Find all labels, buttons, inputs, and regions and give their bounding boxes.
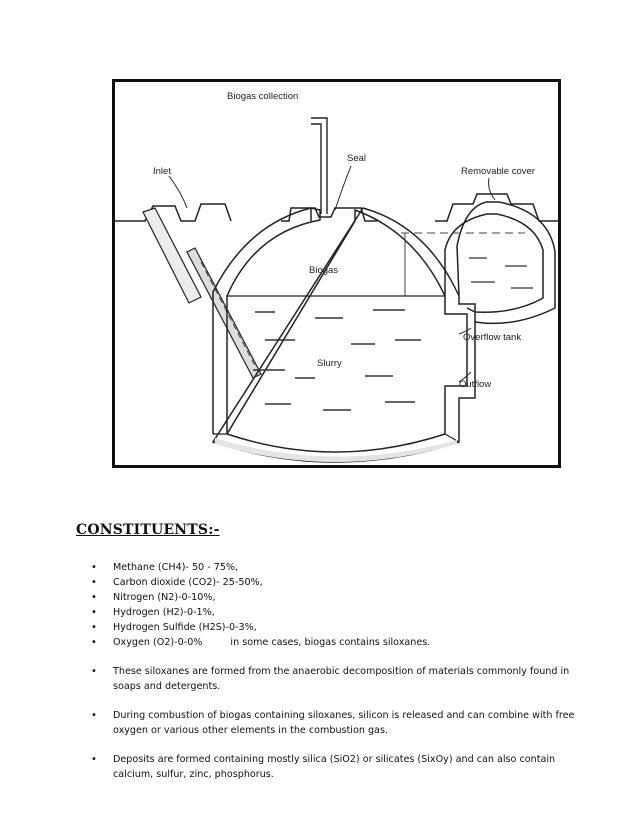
label-inlet: Inlet [153,166,171,177]
list-item-oxygen [76,635,576,650]
label-biogas-collection: Biogas collection [227,91,299,102]
paragraph-item: • Deposits are formed containing mostly silica (SiO2) or silicates (SixOy) and can also contain calcium, sulfur, zinc, phosphorus. [76,752,576,782]
list-item: • Methane (CH4)- 50 - 75%, [76,560,576,575]
biogas-plant-diagram [112,79,561,468]
oxygen-value: Oxygen (O2)-0-0% [113,637,203,648]
overflow-tank [401,202,555,323]
label-overflow-tank: Overflow tank [463,332,522,343]
constituents-list [76,560,576,782]
inlet-pipe [143,208,261,378]
digester-dome [213,208,475,462]
list-item: • Hydrogen (H2)-0-1%, [76,605,576,620]
section-heading: CONSTITUENTS:- [76,522,220,538]
paragraph-item: • These siloxanes are formed from the anaerobic decomposition of materials commonly found in soaps and detergents. [76,664,576,694]
label-biogas: Biogas [309,265,339,276]
paragraph-item: • During combustion of biogas containing siloxanes, silicon is released and can combine with free oxygen or various other elements in the combustion gas. [76,708,576,738]
list-item: • Carbon dioxide (CO2)- 25-50%, [76,575,576,590]
biogas-collection-pipe [311,118,327,214]
label-slurry: Slurry [317,358,342,369]
list-item: • Hydrogen Sulfide (H2S)-0-3%, [76,620,576,635]
label-seal: Seal [347,153,367,164]
oxygen-note: in some cases, biogas contains siloxanes. [230,637,431,648]
label-removable-cover: Removable cover [461,166,535,177]
label-outflow: Outflow [459,379,492,390]
list-item: • Nitrogen (N2)-0-10%, [76,590,576,605]
biogas-plant-drawing [115,82,558,465]
